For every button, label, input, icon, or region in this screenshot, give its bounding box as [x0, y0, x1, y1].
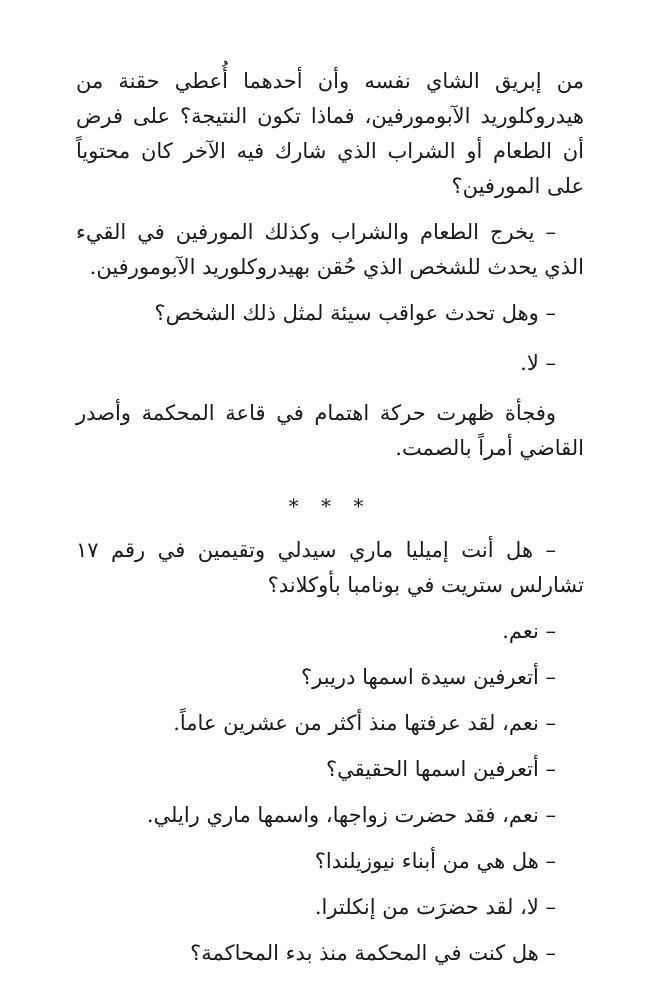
- question-real-name: – أتعرفين اسمها الحقيقي؟: [326, 757, 556, 781]
- question-identity: – هل أنت إميليا ماري سيدلي وتقيمين في رقم ١٧ تشارلس ستريت في بونامبا بأوكلاند؟: [76, 538, 584, 597]
- paragraph-courtroom: وفجأة ظهرت حركة اهتمام في قاعة المحكمة وأصدر القاضي أمراً بالصمت.: [76, 401, 584, 460]
- answer-vomit: – يخرج الطعام والشراب وكذلك المورفين في القيء الذي يحدث للشخص الذي حُقن بهيدروكلوريد الآبومورفين.: [76, 220, 584, 279]
- question-consequences: – وهل تحدث عواقب سيئة لمثل ذلك الشخص؟: [154, 301, 556, 325]
- answer-from-england: – لا، لقد حضرَت من إنكلترا.: [314, 895, 556, 919]
- answer-yes: – نعم.: [502, 619, 556, 643]
- question-know-draper: – أتعرفين سيدة اسمها دريبر؟: [301, 665, 556, 689]
- question-new-zealand: – هل هي من أبناء نيوزيلندا؟: [314, 849, 556, 873]
- answer-mary-riley: – نعم، فقد حضرت زواجها، واسمها ماري رايلي.: [146, 803, 556, 827]
- section-separator: * * *: [288, 494, 372, 518]
- answer-no: – لا.: [520, 351, 556, 375]
- book-page: [76, 64, 584, 971]
- question-in-court: – هل كنت في المحكمة منذ بدء المحاكمة؟: [190, 941, 556, 965]
- paragraph-continuation: من إبريق الشاي نفسه وأن أحدهما أُعطي حقنة من هيدروكلوريد الآبومورفين، فماذا تكون النتيجة؟ على فرض أن الطعام أو الشراب الذي شارك فيه الآخر كان محتوياً على المورفين؟: [76, 69, 584, 198]
- answer-twenty-years: – نعم، لقد عرفتها منذ أكثر من عشرين عاماً.: [173, 711, 556, 735]
